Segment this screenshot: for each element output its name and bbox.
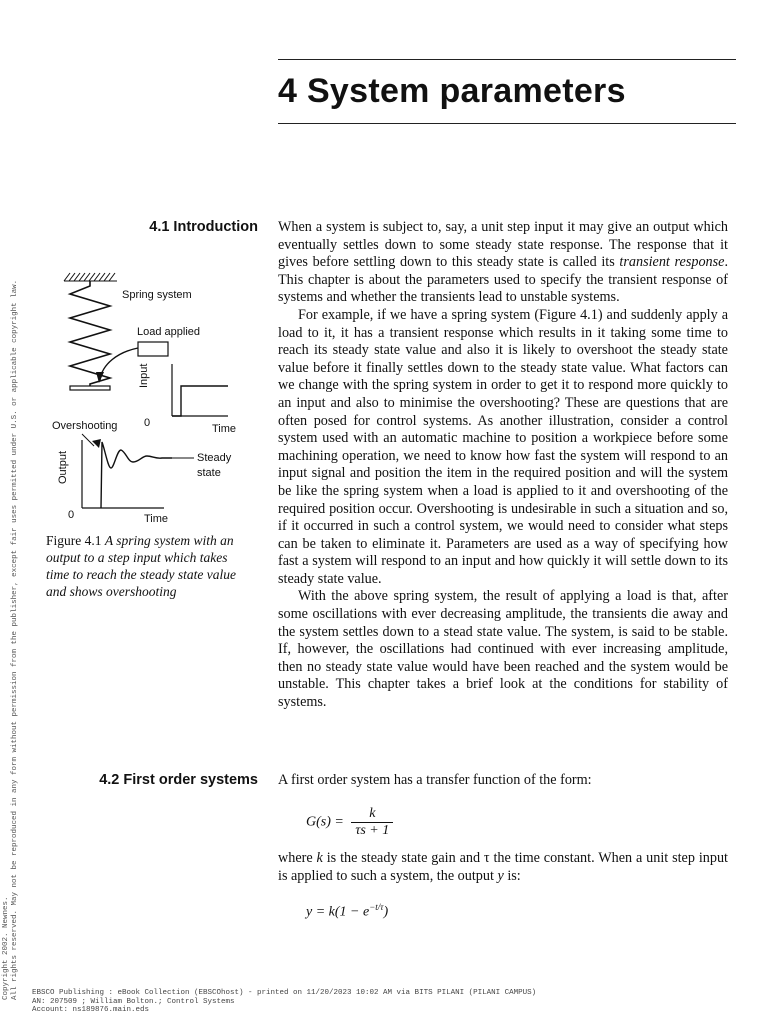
spring-coil	[70, 281, 110, 386]
transfer-function-fraction: $\frac{k}{\tau s + 1}$	[351, 806, 393, 839]
section-heading-introduction: 4.1 Introduction	[149, 219, 258, 235]
output-axis-label: Output	[57, 450, 69, 484]
first-order-paragraph-2: where k is the steady state gain and τ the time constant. When a unit step input is applied to such a system, the output y is:	[278, 850, 728, 884]
overshooting-label: Overshooting	[52, 420, 118, 432]
overshoot-pointer	[82, 434, 94, 446]
intro-paragraph-3: With the above spring system, the result of applying a load is that, after some oscillations with ever decreasing amplitude, the transients die away and the system settles down to a stead state value. The system, is said to be stable. If, however, the oscillations had continued with ever increasing amplitude, then no steady state value would have been reached and the system would be unstable. This chapter takes a brief look at the conditions for stability of systems.	[278, 588, 728, 711]
step-response-equation: $y = k(1 - e^{-t/\tau})$	[306, 902, 389, 920]
load-box	[138, 342, 168, 356]
term-transient-response: transient response	[619, 254, 725, 271]
figure-number: Figure 4.1	[46, 533, 102, 548]
output-time-label: Time	[144, 513, 169, 525]
state-label: state	[197, 467, 221, 479]
steady-label: Steady	[197, 452, 232, 464]
figure-description: A spring system with an output to a step input which takes time to reach the steady state value and shows overshooting	[46, 533, 236, 599]
input-step-line	[172, 386, 228, 416]
intro-paragraph-2: For example, if we have a spring system (Figure 4.1) and suddenly apply a load to it, it has a transient response which results in it taking some time to reach its steady state value and also it is likely to overshoot the steady state value before it finally settles down to the steady state value. What factors can we change with the spring system in order to get it to respond more quickly to an input and also to minimise the overshooting? These are questions that are often posed for control systems. As another illustration, consider a control system used with an automatic machine to position a workpiece before some machining operation, we need to know how fast the system will respond to an input signal and position the item in the required position and will the system be like the spring system when a load is applied to it and overshooting of the required position occur. Overshooting is undesirable in such a situation and so, if it occurred in such a control system, we would need to consider what steps can be taken to eliminate it. Parameters are used as a way of specifying how fast a system will respond to an input and how quickly it will settle down to its steady state value.	[278, 306, 728, 587]
introduction-body	[278, 219, 728, 712]
intro-paragraph-1: When a system is subject to, say, a unit step input it may give an output which eventually settles down to some steady state response. The response that it gives before settling down to this steady state is called its transient response. This chapter is about the parameters used to specify the transient response of systems and whether the transients lead to unstable systems.	[278, 219, 729, 306]
first-order-body	[278, 850, 728, 885]
top-rule	[278, 59, 736, 60]
section-heading-first-order: 4.2 First order systems	[99, 772, 258, 788]
first-order-paragraph-1: A first order system has a transfer function of the form:	[278, 772, 592, 788]
print-footer: EBSCO Publishing : eBook Collection (EBSCOhost) - printed on 11/20/2023 10:02 AM via BITS PILANI (PILANI CAMPUS) AN: 207509 ; William Bolton.; Control Systems Account: ns189876.main.eds	[32, 989, 537, 1014]
chapter-title: 4 System parameters	[278, 72, 626, 110]
transfer-function-equation: G(s) = $\frac{k}{\tau s + 1}$	[306, 806, 393, 839]
ceiling-hatch	[64, 273, 117, 281]
input-time-label: Time	[212, 423, 237, 435]
title-rule	[278, 123, 736, 124]
spring-system-label: Spring system	[122, 289, 192, 301]
input-origin-label: 0	[144, 417, 151, 429]
load-applied-label: Load applied	[137, 326, 201, 338]
output-response-curve	[101, 442, 172, 508]
copyright-sidebar: Copyright 2002. Newnes. All rights reserved. May not be reproduced in any form without permission from the publisher, except fair uses permitted under U.S. or applicable copyright law.	[2, 279, 19, 1000]
spring-system-figure	[44, 268, 254, 530]
overshoot-arrowhead	[92, 439, 101, 448]
output-origin-label: 0	[68, 509, 75, 521]
figure-caption	[46, 532, 246, 600]
first-order-intro	[278, 772, 728, 790]
input-axis-label: Input	[138, 363, 150, 388]
spring-mass	[70, 386, 110, 390]
